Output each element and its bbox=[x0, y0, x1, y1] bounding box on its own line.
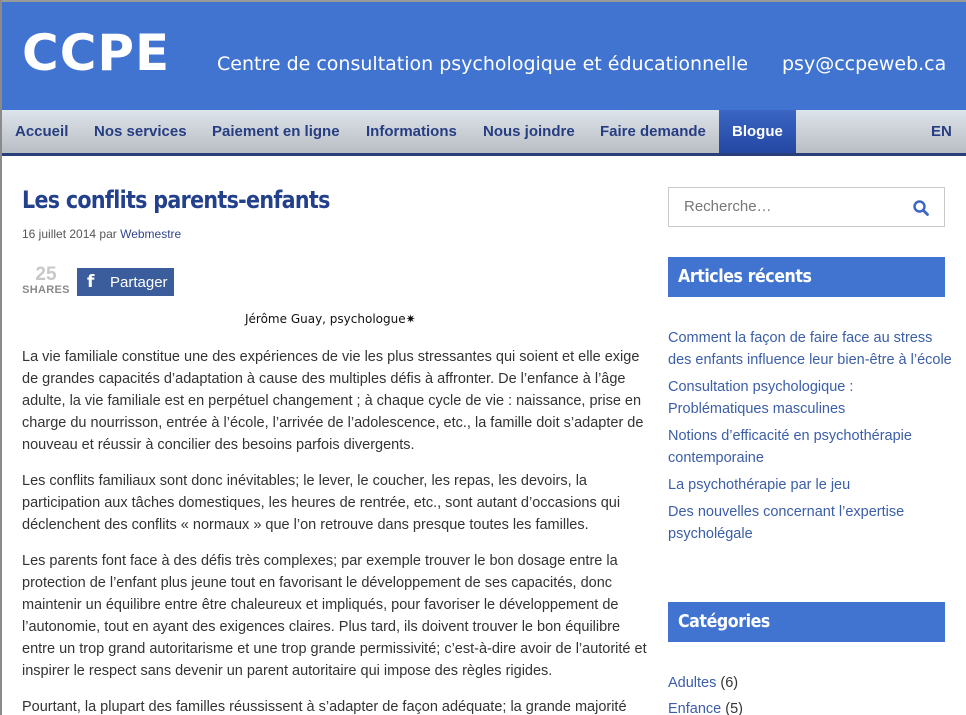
site-logo[interactable]: CCPE bbox=[22, 24, 171, 82]
article-paragraph: Pourtant, la plupart des familles réussissent à s’adapter de façon adéquate; la grande majorité bbox=[22, 699, 627, 715]
search-icon[interactable] bbox=[912, 199, 930, 217]
recent-post-link[interactable]: Consultation psychologique : Problématiques masculines bbox=[668, 379, 854, 417]
article-paragraph: Les parents font face à des défis très complexes; par exemple trouver le bon dosage entre la protection de l’enfant plus jeune tout en favorisant le développement de ses capacités, donc maintenir un équilibre entre être chaleureux et impliqués, pour favoriser le développement de l’autonomie, tout en ayant des exigences claires. Plus tard, ils doivent trouver le bon équilibre entre un trop grand autoritarisme et une trop grande permissivité; c’est-à-dire avoir de l’autorité et inspirer le respect sans devenir un parent autoritaire qui impose des règles rigides. bbox=[22, 553, 647, 679]
asterisk-icon: ✷ bbox=[405, 312, 416, 326]
recent-posts-heading bbox=[668, 257, 945, 297]
recent-post-link[interactable]: La psychothérapie par le jeu bbox=[668, 477, 851, 493]
post-author-link[interactable]: Webmestre bbox=[120, 227, 182, 241]
language-switch-en[interactable]: EN bbox=[931, 123, 952, 140]
article-body bbox=[22, 346, 652, 715]
post-meta bbox=[22, 227, 181, 241]
post-title: Les conflits parents-enfants bbox=[22, 186, 330, 214]
facebook-icon: f bbox=[87, 272, 95, 292]
nav-item-informations[interactable]: Informations bbox=[366, 123, 457, 140]
nav-item-nous-joindre[interactable]: Nous joindre bbox=[483, 123, 575, 140]
categories-heading-text: Catégories bbox=[678, 611, 770, 632]
category-item bbox=[668, 672, 953, 694]
site-tagline: Centre de consultation psychologique et éducationnelle bbox=[217, 53, 749, 75]
post-by: par bbox=[99, 227, 117, 241]
nav-item-faire-demande[interactable]: Faire demande bbox=[600, 123, 706, 140]
share-count bbox=[22, 265, 70, 296]
window-border-left bbox=[0, 0, 2, 715]
recent-posts-list bbox=[668, 327, 953, 550]
nav-item-paiement[interactable]: Paiement en ligne bbox=[212, 123, 340, 140]
nav-item-nos-services[interactable]: Nos services bbox=[94, 123, 187, 140]
share-count-label: SHARES bbox=[22, 284, 70, 296]
main-nav bbox=[0, 110, 966, 156]
recent-post-link[interactable]: Notions d’efficacité en psychothérapie contemporaine bbox=[668, 428, 912, 466]
categories-list bbox=[668, 672, 953, 715]
nav-item-blogue[interactable]: Blogue bbox=[719, 110, 796, 153]
recent-posts-heading-text: Articles récents bbox=[678, 266, 812, 287]
categories-heading bbox=[668, 602, 945, 642]
nav-item-accueil[interactable]: Accueil bbox=[15, 123, 69, 140]
category-count: (5) bbox=[725, 701, 743, 715]
article-byline bbox=[245, 312, 416, 326]
search-input[interactable] bbox=[684, 198, 904, 215]
site-header bbox=[0, 0, 966, 110]
category-link-enfance[interactable]: Enfance bbox=[668, 701, 722, 715]
facebook-share-button[interactable] bbox=[77, 268, 174, 296]
share-button-label: Partager bbox=[110, 273, 168, 291]
recent-post-link[interactable]: Des nouvelles concernant l’expertise psycholégale bbox=[668, 504, 905, 542]
category-link-adultes[interactable]: Adultes bbox=[668, 675, 717, 691]
byline-text: Jérôme Guay, psychologue bbox=[245, 312, 406, 326]
contact-email-link[interactable]: psy@ccpeweb.ca bbox=[782, 53, 947, 75]
category-item bbox=[668, 698, 953, 715]
article-paragraph: La vie familiale constitue une des expériences de vie les plus stressantes qui soient et elle exige de grandes capacités d’adaptation à cause des multiples défis à affronter. De l’enfance à l’âge adulte, la vie familiale est en perpétuel changement ; à chaque cycle de vie : naissance, prise en charge du nourrisson, entrée à l’école, l’arrivée de l’adolescence, etc., la famille doit s’adapter de nouveau et réussir à concilier des besoins parfois divergents. bbox=[22, 349, 644, 453]
search-box bbox=[668, 187, 945, 227]
recent-post-link[interactable]: Comment la façon de faire face au stress des enfants influence leur bien-être à l’école bbox=[668, 330, 952, 368]
category-count: (6) bbox=[720, 675, 739, 691]
share-count-number: 25 bbox=[35, 264, 57, 285]
article-paragraph: Les conflits familiaux sont donc inévitables; le lever, le coucher, les repas, les devoirs, la participation aux tâches domestiques, les heures de rentrée, etc., sont autant d’occasions qui déclenchent des conflits « normaux » que l’on retrouve dans presque toutes les familles. bbox=[22, 473, 621, 533]
window-border-top bbox=[0, 0, 966, 2]
post-date: 16 juillet 2014 bbox=[22, 227, 97, 241]
